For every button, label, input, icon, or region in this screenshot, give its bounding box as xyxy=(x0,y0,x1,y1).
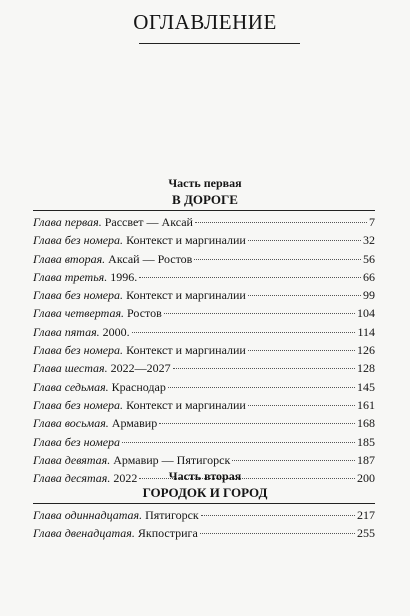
toc-entry-label: Глава третья. xyxy=(33,269,108,284)
toc-entry-page-number: 32 xyxy=(363,233,375,248)
toc-entry-page-number: 126 xyxy=(357,343,375,358)
toc-entry-label: Глава первая. xyxy=(33,215,102,229)
dot-leader xyxy=(248,240,361,241)
toc-entry-title: Краснодар xyxy=(111,379,166,394)
toc-entry-label: Глава пятая. xyxy=(33,324,100,339)
toc-entry-label: Глава без номера. xyxy=(33,233,124,248)
part-1-toc-list xyxy=(33,213,375,487)
toc-entry xyxy=(33,286,375,304)
toc-entry-label: Глава девятая. xyxy=(33,452,111,467)
toc-entry xyxy=(33,213,375,231)
toc-entry-title: Контекст и маргиналии xyxy=(126,397,246,412)
dot-leader xyxy=(173,368,355,369)
toc-entry-label: Глава без номера xyxy=(33,434,121,449)
dot-leader xyxy=(195,222,367,223)
toc-entry xyxy=(33,323,375,341)
toc-entry-label: Глава шестая. xyxy=(33,361,108,376)
toc-entry-label: Глава без номера. xyxy=(33,397,124,412)
part-1-divider xyxy=(33,210,375,211)
dot-leader xyxy=(132,332,356,333)
dot-leader xyxy=(200,533,355,534)
toc-entry-label: Глава восьмая. xyxy=(33,416,109,431)
toc-entry-label: Глава седьмая. xyxy=(33,379,109,394)
dot-leader xyxy=(194,259,361,260)
toc-entry-label: Глава одиннадцатая. xyxy=(33,508,143,522)
toc-entry xyxy=(33,506,375,524)
dot-leader xyxy=(232,460,355,461)
toc-entry-page-number: 200 xyxy=(357,471,375,486)
toc-entry-title: Аксай — Ростов xyxy=(108,251,193,266)
toc-entry xyxy=(33,524,375,542)
toc-entry-page-number: 217 xyxy=(357,508,375,522)
page-title: ОГЛАВЛЕНИЕ xyxy=(133,10,277,34)
dot-leader xyxy=(139,277,361,278)
toc-entry-page-number: 161 xyxy=(357,397,375,412)
toc-entry xyxy=(33,378,375,396)
toc-entry-page-number: 66 xyxy=(363,269,375,284)
toc-entry-title: Рассвет — Аксай xyxy=(104,215,193,229)
part-1-label: Часть первая xyxy=(168,176,242,190)
toc-entry-page-number: 104 xyxy=(357,306,375,321)
toc-entry-label: Глава без номера. xyxy=(33,288,124,303)
toc-entry-title: 2000. xyxy=(102,324,130,339)
dot-leader xyxy=(159,423,355,424)
dot-leader xyxy=(248,405,355,406)
dot-leader xyxy=(248,350,355,351)
toc-entry xyxy=(33,433,375,451)
toc-entry-page-number: 114 xyxy=(357,324,375,339)
toc-entry-page-number: 187 xyxy=(357,452,375,467)
toc-entry-title: 2022 xyxy=(113,471,138,486)
toc-entry-title: Контекст и маргиналии xyxy=(126,233,246,248)
toc-entry-page-number: 56 xyxy=(363,251,375,266)
toc-entry xyxy=(33,250,375,268)
toc-entry-title: Якпострига xyxy=(137,526,198,541)
title-divider xyxy=(139,43,300,44)
toc-entry-title: 2022—2027 xyxy=(110,361,171,376)
toc-entry-title: Контекст и маргиналии xyxy=(126,343,246,358)
toc-entry xyxy=(33,414,375,432)
toc-entry-title: Армавир — Пятигорск xyxy=(113,452,231,467)
toc-entry-title: 1996. xyxy=(110,269,138,284)
toc-entry-label: Глава четвертая. xyxy=(33,306,125,321)
toc-entry-page-number: 255 xyxy=(357,526,375,541)
part-2-title: ГОРОДОК И ГОРОД xyxy=(142,485,268,500)
toc-entry xyxy=(33,451,375,469)
dot-leader xyxy=(168,387,355,388)
dot-leader xyxy=(201,515,355,516)
toc-entry-page-number: 185 xyxy=(357,434,375,449)
toc-entry xyxy=(33,359,375,377)
dot-leader xyxy=(164,313,355,314)
part-2-label: Часть вторая xyxy=(168,469,242,483)
toc-entry-page-number: 145 xyxy=(357,379,375,394)
toc-entry-page-number: 128 xyxy=(357,361,375,376)
toc-entry xyxy=(33,268,375,286)
toc-entry-title: Ростов xyxy=(127,306,162,321)
part-1-title: В ДОРОГЕ xyxy=(172,192,238,207)
toc-entry xyxy=(33,396,375,414)
toc-entry-label: Глава двенадцатая. xyxy=(33,526,135,541)
toc-entry-label: Глава без номера. xyxy=(33,343,124,358)
toc-entry-page-number: 168 xyxy=(357,416,375,431)
toc-entry-page-number: 7 xyxy=(369,215,375,229)
toc-entry-title: Контекст и маргиналии xyxy=(126,288,246,303)
toc-entry xyxy=(33,231,375,249)
part-2-divider xyxy=(33,503,375,504)
dot-leader xyxy=(122,442,355,443)
dot-leader xyxy=(248,295,361,296)
toc-entry xyxy=(33,304,375,322)
part-2-toc-list xyxy=(33,506,375,543)
toc-entry-page-number: 99 xyxy=(363,288,375,303)
toc-entry xyxy=(33,341,375,359)
toc-entry-label: Глава вторая. xyxy=(33,251,106,266)
toc-entry-title: Армавир xyxy=(111,416,158,431)
toc-entry-title: Пятигорск xyxy=(145,508,199,522)
toc-entry-label: Глава десятая. xyxy=(33,471,111,486)
